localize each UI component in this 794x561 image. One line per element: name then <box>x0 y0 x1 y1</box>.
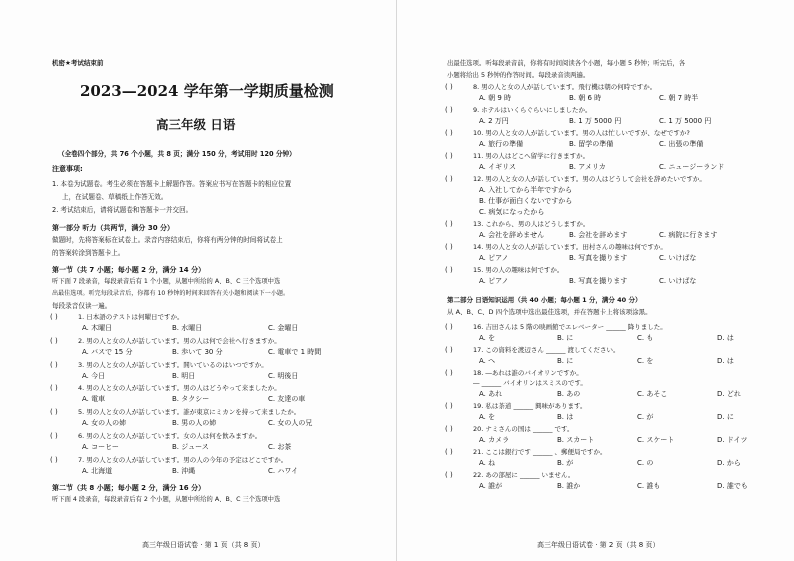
option-a: A. 木曜日 <box>82 324 113 332</box>
option-a: A. 朝 9 時 <box>479 94 512 102</box>
option-a: A. 2 万円 <box>479 117 509 125</box>
option-b: B. ジュース <box>172 443 209 451</box>
option-c: C. の <box>637 459 654 467</box>
option-b: B. は <box>557 413 574 421</box>
question-text: 11. 男の人はどこへ留学に行きますか。 <box>473 152 590 160</box>
exam-subtitle: 高三年级 日语 <box>156 117 236 132</box>
answer-blank[interactable]: ( ) <box>50 384 58 393</box>
answer-blank[interactable]: ( ) <box>445 346 453 354</box>
option-b: B. 水曜日 <box>172 324 203 332</box>
option-d: D. どれ <box>717 390 741 398</box>
question-text: 22. あの部屋に ______ いません。 <box>473 471 575 479</box>
option-b: B. 写真を撮ります <box>569 277 628 285</box>
answer-blank[interactable]: ( ) <box>445 323 453 331</box>
page-footer-2: 高三年级日语试卷 · 第 2 页（共 8 页） <box>537 541 660 549</box>
option-c: C. 電車で 1 時間 <box>268 347 322 356</box>
section2-cont-a: 出最佳选项。听每段录音前，你将有时间阅读各个小题，每小题 5 秒钟；听完后，各 <box>447 59 686 67</box>
answer-blank[interactable]: ( ) <box>50 336 58 345</box>
option-c: C. いけばな <box>659 254 697 262</box>
section2-cont-b: 小题将给出 5 秒钟的作答时间。每段录音读两遍。 <box>447 71 590 79</box>
option-b: B. 沖縄 <box>172 466 196 475</box>
part1-heading: 第一部分 听力（共两节，满分 30 分） <box>52 224 175 232</box>
section1-intro-c: 每段录音仅读一遍。 <box>52 302 112 310</box>
notice-1a: 1. 本卷为试题卷。考生必须在答题卡上解题作答。答案应书写在答题卡的相应位置 <box>52 180 292 188</box>
question-text: 21. ここは銀行です ______ 、郵便局ですか。 <box>473 448 607 456</box>
option-b: B. あの <box>557 390 581 398</box>
question-text: 5. 男の人と女の人が話しています。誰が東京にミカンを持って来ましたか。 <box>78 408 301 417</box>
option-b: B. 会社を辞めます <box>569 231 628 239</box>
answer-blank[interactable]: ( ) <box>445 402 453 410</box>
answer-blank[interactable]: ( ) <box>445 243 453 251</box>
option-b: B. 男の人の姉 <box>172 419 217 428</box>
question-text: 19. 私は茶道 ______ 興味があります。 <box>473 402 587 410</box>
option-a: A. コーヒー <box>82 443 119 451</box>
question-text: 6. 男の人と女の人が話しています。女の人は何を飲みますか。 <box>78 432 262 440</box>
answer-blank[interactable]: ( ) <box>445 106 453 114</box>
section2-intro: 听下面 4 段录音，每段录音后有 2 个小题，从题中所给的 A、B、C 三个选项中选 <box>52 496 281 503</box>
answer-blank[interactable]: ( ) <box>50 432 58 440</box>
question-text: 2. 男の人と女の人が話しています。男の人は何で会社へ行きますか。 <box>78 336 281 345</box>
option-a: A. ピアノ <box>479 277 509 285</box>
answer-blank[interactable]: ( ) <box>445 425 453 433</box>
part1-intro-a: 做题时，先将答案标在试卷上。录音内容结束后，你将有两分钟的时间将试卷上 <box>52 236 283 244</box>
option-b: B. 留学の準備 <box>569 140 614 148</box>
option-d: D. 誰でも <box>717 482 748 490</box>
question-text: 20. ナミさんの国は ______ です。 <box>473 425 574 433</box>
option-line: C. 病気になったから <box>479 208 545 216</box>
question-text: 15. 男の人の趣味は何ですか。 <box>473 266 564 274</box>
option-d: D. は <box>717 357 734 365</box>
option-b: B. スカート <box>557 436 595 444</box>
section1-intro-b: 出最佳选项。听完每段录音后，你都有 10 秒钟的时间来回答有关小题和阅读下一小题。 <box>52 290 290 297</box>
section2-heading: 第二节（共 8 小题；每小题 2 分，满分 16 分） <box>52 484 206 492</box>
option-line: B. 仕事が面白くないですから <box>479 197 573 205</box>
option-c: C. 誰も <box>637 482 661 490</box>
answer-blank[interactable]: ( ) <box>445 129 453 137</box>
option-c: C. 朝 7 時半 <box>659 94 699 102</box>
option-b: B. 写真を撮ります <box>569 254 628 262</box>
answer-blank[interactable]: ( ) <box>445 471 453 479</box>
option-d: D. に <box>717 413 734 421</box>
option-b: B. 1 万 5000 円 <box>569 117 622 125</box>
section1-intro-a: 听下面 7 段录音，每段录音后有 1 个小题，从题中所给的 A、B、C 三个选项中选 <box>52 278 281 285</box>
option-a: A. 北海道 <box>82 466 113 475</box>
answer-blank[interactable]: ( ) <box>445 266 453 274</box>
part2-heading: 第二部分 日语知识运用（共 40 小题；每小题 1 分，满分 40 分） <box>447 296 642 304</box>
option-b: B. 朝 6 時 <box>569 94 602 102</box>
option-c: C. 女の人の兄 <box>268 419 313 428</box>
answer-blank[interactable]: ( ) <box>445 152 453 160</box>
question-text: 3. 男の人と女の人が話しています。開いているのはいつですか。 <box>78 360 268 369</box>
option-c: C. を <box>637 357 654 365</box>
section1-heading: 第一节（共 7 小题；每小题 2 分，满分 14 分） <box>52 266 206 274</box>
question-text: ― ______ バイオリンはスミスのです。 <box>473 379 587 387</box>
option-b: B. アメリカ <box>569 163 606 171</box>
option-a: A. 今日 <box>82 371 106 380</box>
answer-blank[interactable]: ( ) <box>445 175 453 183</box>
option-a: A. を <box>479 413 496 421</box>
option-b: B. 誰か <box>557 482 581 490</box>
option-a: A. 女の人の姉 <box>82 419 127 428</box>
notice-2: 2. 考试结束后，请将试题卷和答题卡一并交回。 <box>52 206 193 214</box>
question-text: 13. これから、男の人はどうしますか。 <box>473 220 590 228</box>
answer-blank[interactable]: ( ) <box>445 369 453 377</box>
option-b: B. に <box>557 357 574 365</box>
exam-info: （全卷四个部分，共 76 个小题，共 8 页；满分 150 分，考试用时 120 分钟） <box>58 150 296 158</box>
option-a: A. を <box>479 334 496 342</box>
answer-blank[interactable]: ( ) <box>50 408 58 417</box>
confidential-label: 机密★考试结束前 <box>52 59 104 67</box>
option-d: D. ドイツ <box>717 436 748 444</box>
question-text: 17. この資料を渡辺さん ______ 渡してください。 <box>473 346 620 354</box>
question-text: 8. 男の人と女の人が話しています。飛行機は朝の何時ですか。 <box>473 83 657 91</box>
option-c: C. 病院に行きます <box>659 231 718 239</box>
part2-intro: 从 A、B、C、D 四个选项中选出最佳选项，并在答题卡上将该项涂黑。 <box>447 308 652 316</box>
option-b: B. タクシー <box>172 395 210 404</box>
option-b: B. 歩いて 30 分 <box>172 347 223 356</box>
option-c: C. も <box>637 334 654 342</box>
option-a: A. へ <box>479 357 496 365</box>
option-c: C. 金曜日 <box>268 324 299 332</box>
question-text: 12. 男の人と女の人が話しています。男の人はどうして会社を辞めたいですか。 <box>473 175 706 183</box>
option-b: B. が <box>557 459 574 467</box>
option-a: A. 電車 <box>82 395 106 404</box>
question-text: 4. 男の人と女の人が話しています。男の人はどうやって来ましたか。 <box>78 384 281 393</box>
option-a: A. イギリス <box>479 163 516 171</box>
answer-blank[interactable]: ( ) <box>50 360 58 369</box>
notice-heading: 注意事项: <box>52 165 83 173</box>
option-c: C. 明後日 <box>268 371 299 380</box>
exam-page-2 <box>397 0 794 561</box>
question-text: 14. 男の人と女の人が話しています。田村さんの趣味は何ですか。 <box>473 243 667 251</box>
option-a: A. ピアノ <box>479 254 509 262</box>
question-text: 7. 男の人と女の人が話しています。男の人の今年の予定はどこですか。 <box>78 455 288 464</box>
answer-blank[interactable]: ( ) <box>445 220 453 228</box>
option-a: A. ね <box>479 459 496 467</box>
answer-blank[interactable]: ( ) <box>50 455 58 464</box>
question-text: 16. 吉田さんは 5 階の映画館でエレベーター ______ 降りました。 <box>473 323 667 331</box>
answer-blank[interactable]: ( ) <box>50 313 58 321</box>
option-a: A. 旅行の準備 <box>479 140 524 148</box>
option-a: A. 誰が <box>479 482 503 490</box>
option-a: A. バスで 15 分 <box>82 347 133 356</box>
option-c: C. お茶 <box>268 443 292 451</box>
option-c: C. いけばな <box>659 277 697 285</box>
option-a: A. あれ <box>479 390 503 398</box>
option-c: C. が <box>637 413 654 421</box>
option-c: C. 友達の車 <box>268 395 306 404</box>
option-d: D. は <box>717 334 734 342</box>
option-b: B. に <box>557 334 574 342</box>
page-footer-1: 高三年级日语试卷 · 第 1 页（共 8 页） <box>142 541 265 549</box>
question-text: 1. 日本語のテストは何曜日ですか。 <box>78 313 184 321</box>
option-a: A. カメラ <box>479 436 510 444</box>
answer-blank[interactable]: ( ) <box>445 448 453 456</box>
notice-1b: 上，在试题卷、草稿纸上作答无效。 <box>62 193 168 201</box>
option-c: C. ニュージーランド <box>659 163 725 171</box>
option-a: A. 会社を辞めません <box>479 231 545 239</box>
answer-blank[interactable]: ( ) <box>445 83 453 91</box>
option-c: C. スケート <box>637 436 675 444</box>
exam-title: 2023—2024 学年第一学期质量检测 <box>80 82 334 100</box>
option-d: D. から <box>717 459 741 467</box>
option-c: C. 出張の準備 <box>659 140 704 148</box>
option-c: C. ハワイ <box>268 466 299 475</box>
question-text: 18. ―あれは誰のバイオリンですか。 <box>473 369 583 377</box>
option-c: C. 1 万 5000 円 <box>659 117 712 125</box>
option-a: A. 入社してから半年ですから <box>479 186 573 194</box>
question-text: 9. ホテルはいくらぐらいにしましたか。 <box>473 106 592 114</box>
question-text: 10. 男の人と女の人が話しています。男の人は忙しいですが、なぜですか? <box>473 129 690 137</box>
part1-intro-b: 的答案转涂到答题卡上。 <box>52 249 125 257</box>
option-b: B. 明日 <box>172 371 196 380</box>
option-c: C. あそこ <box>637 390 668 398</box>
